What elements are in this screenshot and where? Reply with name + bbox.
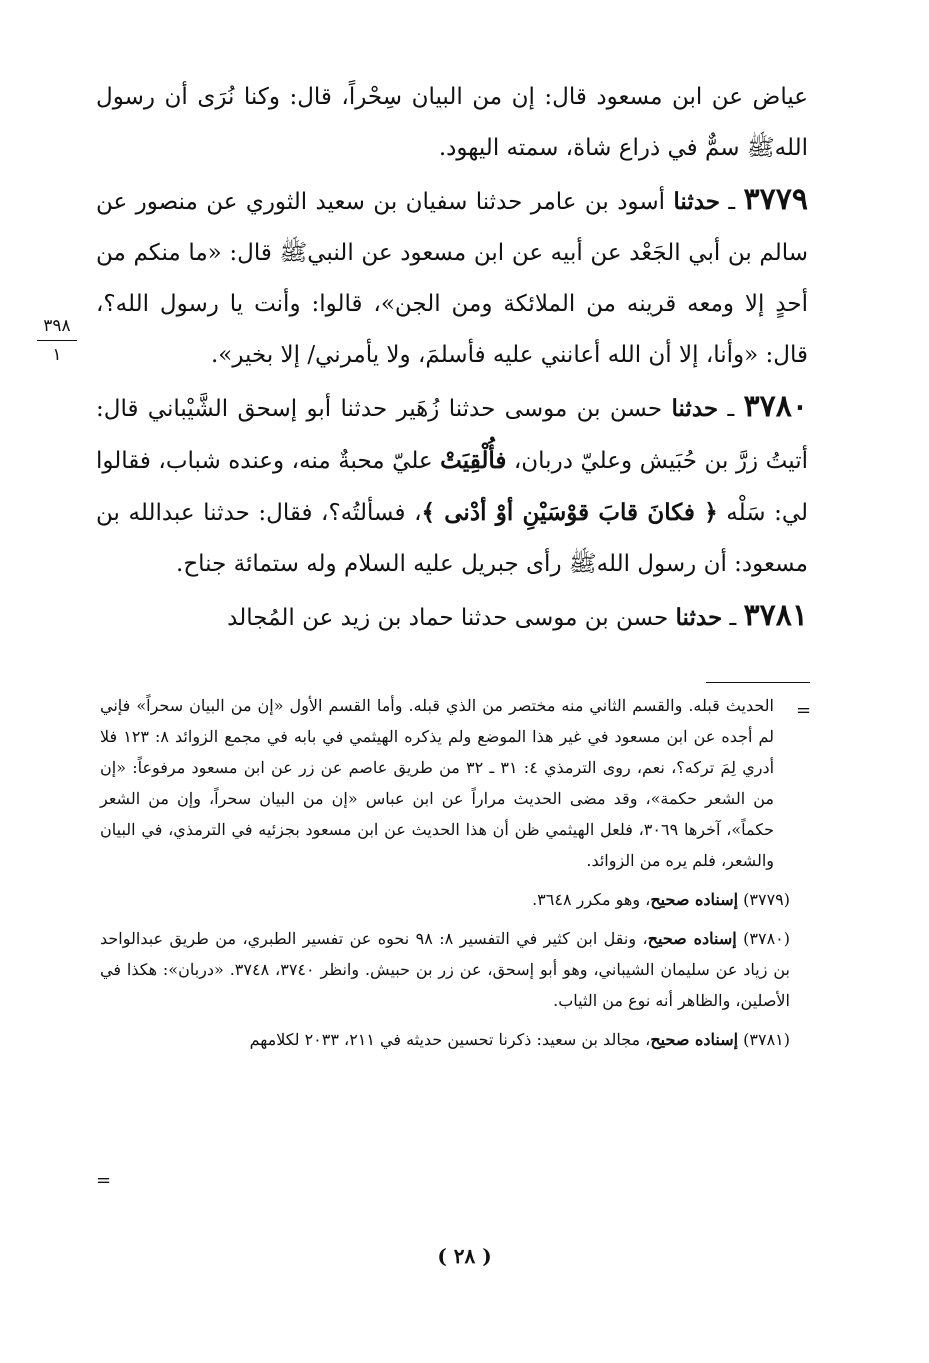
hadith-keyword: حدثنا (673, 188, 721, 215)
margin-marker-top: ٣٩٨ (43, 316, 71, 336)
margin-marker-divider (37, 340, 77, 341)
footnote-text: ، ونقل ابن كثير في التفسير ٨: ٩٨ نحوه عن تفسير الطبري، من طريق عبدالواحد بن زياد عن سليمان الشيباني، وهو أبو إسحق، عن زر بن حبيش. وانظر ٣٧٤٠، ٣٧٤٨. «دربان»: هكذا في الأصلين، والظاهر أنه نوع من الثياب. (100, 929, 790, 1010)
hadith-3781 (96, 590, 808, 644)
footnote-3779 (100, 884, 790, 915)
footnote-keyword: إسناده صحيح (650, 890, 739, 909)
hadith-3780 (96, 381, 808, 590)
footnote-number: (٣٧٨١) (738, 1030, 790, 1049)
footnote-divider (706, 682, 810, 683)
separator: ـ (718, 396, 744, 422)
hadith-text-3: ، فسألتُه؟، فقال: حدثنا عبدالله بن مسعود: أن رسول اللهﷺ رأى جبريل عليه السلام وله ستمائة جناح. (96, 500, 808, 577)
footnote-number: (٣٧٧٩) (738, 890, 790, 909)
emphasis-word: فأُلْقِيَتْ (440, 447, 507, 474)
footnote-text: ، وهو مكرر ٣٦٤٨. (532, 890, 651, 909)
hadith-text: حسن بن موسى حدثنا زُهَير حدثنا أبو إسحق الشَّيْباني قال: أتيتُ زرَّ بن حُبَيش وعليّ دربان، (96, 396, 808, 474)
hadith-text: أسود بن عامر حدثنا سفيان بن سعيد الثوري عن منصور عن سالم بن أبي الجَعْد عن أبيه عن ابن مسعود عن النبيﷺ قال: «ما منكم من أحدٍ إلا ومعه قرينه من الملائكة ومن الجن»، قالوا: وأنت يا رسول الله؟، قال: «وأنا، إلا أن الله أعانني عليه فأسلمَ، ولا يأمرني/ إلا بخير». (96, 189, 808, 368)
hadith-text: حسن بن موسى حدثنا حماد بن زيد عن المُجالد (227, 605, 676, 631)
footnote-text: ، مجالد بن سعيد: ذكرنا تحسين حديثه في ٢١١، ٢٠٣٣ لكلامهم (249, 1030, 651, 1049)
separator: ـ (722, 605, 744, 631)
margin-page-marker (34, 316, 80, 365)
separator: ـ (720, 189, 744, 215)
hadith-keyword: حدثنا (675, 604, 723, 631)
footnote-number: (٣٧٨٠) (736, 929, 791, 948)
page-number: ( ٢٨ ) (437, 1244, 492, 1268)
intro-paragraph (96, 72, 808, 174)
hadith-text-2: عليّ محبةٌ منه، وعنده شباب، فقالوا لي: سَلْه (96, 448, 808, 526)
hadith-3779 (96, 174, 808, 381)
intro-line-1: عياض عن ابن مسعود قال: إن من البيان سِحْراً، قال: وكنا نُرَى أن (164, 84, 809, 110)
quran-verse: ﴿ فكانَ قابَ قوْسَيْنِ أوْ أدْنى ﴾ (421, 499, 718, 526)
footnote-continued: الحديث قبله. والقسم الثاني منه مختصر من الذي قبله. وأما القسم الأول «إن من البيان سحراً» فإني لم أجده عن ابن مسعود في غير هذا الموضع ولم يذكره الهيثمي في بابه في مجمع الزوائد ٨: ١٢٣ فلا أدري لِمَ تركه؟، نعم، روى الترمذي ٤: ٣١ ـ ٣٢ من طريق عاصم عن زر عن ابن مسعود مرفوعاً: «إن من الشعر حكمة»، وقد مضى الحديث مراراً عن ابن عباس «إن من البيان سحراً، وإن من الشعر حكماً»، آخرها ٣٠٦٩، فلعل الهيثمي ظن أن هذا الحديث عن ابن مسعود بجزئيه في الترمذي، في البيان والشعر، فلم يره من الزوائد. (100, 696, 775, 870)
footnote-keyword: إسناده صحيح (650, 1030, 739, 1049)
continuation-mark-end: = (96, 1170, 112, 1191)
main-text (96, 72, 808, 644)
footnote-keyword: إسناده صحيح (647, 929, 737, 948)
margin-marker-bottom: ١ (52, 345, 62, 365)
footnote-3781 (100, 1024, 790, 1055)
footnotes (100, 690, 790, 1055)
intro-line-2: رسول اللهﷺ سمٌّ في ذراع شاة، سمته اليهود. (96, 84, 808, 161)
footnote-3780 (100, 923, 790, 1016)
hadith-keyword: حدثنا (671, 395, 719, 422)
hadith-number: ٣٧٧٩ (743, 182, 808, 217)
continuation-mark-start: = (796, 700, 812, 721)
hadith-number: ٣٧٨٠ (743, 389, 808, 424)
hadith-number: ٣٧٨١ (743, 598, 808, 633)
